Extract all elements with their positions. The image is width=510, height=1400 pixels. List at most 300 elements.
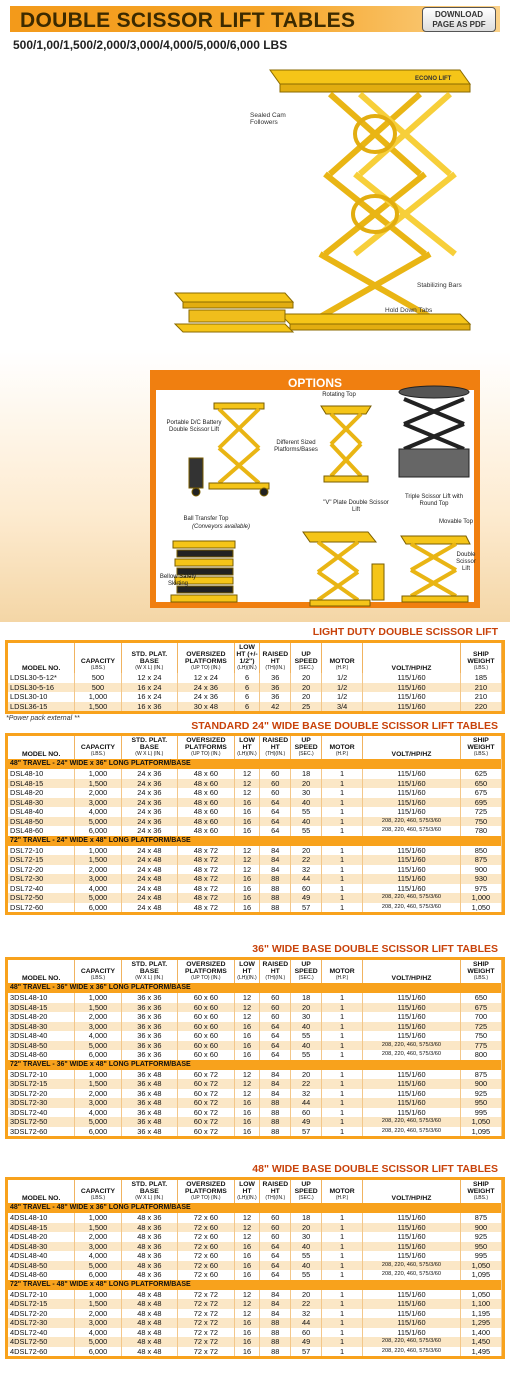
column-header-label: OVERSIZED PLATFORMS [184, 737, 227, 751]
table-cell: 48 x 60 [178, 788, 235, 798]
column-header-raised-ht [260, 643, 291, 673]
table-cell: 115/1/60 [363, 1223, 461, 1233]
table-cell: 36 x 36 [121, 993, 178, 1003]
table-cell: 4DSL48-50 [8, 1261, 75, 1271]
stabilizing-bars-callout: Stabilizing Bars [417, 282, 462, 289]
column-header-unit: (TH)(IN.) [265, 975, 286, 981]
table-cell: 16 [234, 1031, 260, 1041]
table-row [8, 673, 502, 683]
table-cell: 5,000 [75, 817, 121, 827]
column-header-unit: (LBS.) [473, 665, 488, 671]
table-cell: 16 [234, 1337, 260, 1347]
table-cell: 115/1/60 [363, 807, 461, 817]
table-cell: 900 [460, 1079, 501, 1089]
table-cell: 115/1/60 [363, 673, 461, 683]
table-cell: 6 [234, 673, 260, 683]
bellow-skirting-image [163, 536, 243, 606]
table-cell: 625 [460, 769, 501, 779]
column-header-ship-weight [460, 1180, 501, 1203]
table-cell: 2,000 [75, 788, 121, 798]
table-row [8, 817, 502, 827]
column-header-unit: (LH)(IN.) [237, 665, 257, 671]
table-row [8, 1012, 502, 1022]
table-cell: 16 [234, 1022, 260, 1032]
table-cell: 6 [234, 692, 260, 702]
table-cell: 1 [322, 1347, 363, 1357]
lift-brand-text: ECONO LIFT [415, 76, 452, 82]
table-cell: 48 x 72 [178, 903, 235, 913]
table-cell: 6 [234, 683, 260, 693]
table-cell: 1 [322, 826, 363, 836]
table-cell: 55 [291, 807, 322, 817]
column-header-capacity [75, 736, 121, 759]
table-row [8, 826, 502, 836]
table-cell: 1 [322, 1079, 363, 1089]
table-cell: 16 [234, 826, 260, 836]
table-cell: 60 x 60 [178, 1041, 235, 1051]
table-cell: 36 x 36 [121, 1003, 178, 1013]
column-header-label: SHIP WEIGHT [467, 737, 495, 751]
table-cell: 1 [322, 1098, 363, 1108]
table-row [8, 1251, 502, 1261]
table-cell: 1,095 [460, 1270, 501, 1280]
table-cell: 3DSL48-50 [8, 1041, 75, 1051]
column-header-oversized-platforms [178, 736, 235, 759]
table-cell: 18 [291, 769, 322, 779]
table-cell: 64 [260, 1041, 291, 1051]
table-cell: 1,295 [460, 1318, 501, 1328]
table-cell: 4,000 [75, 1108, 121, 1118]
table-cell: 88 [260, 1127, 291, 1137]
table-cell: 12 [234, 1223, 260, 1233]
table-cell: 64 [260, 1050, 291, 1060]
table-cell: 64 [260, 1251, 291, 1261]
ball-transfer-label: Ball Transfer Top [183, 516, 229, 522]
table-cell: 1 [322, 884, 363, 894]
table-cell: 40 [291, 817, 322, 827]
table-cell: 210 [460, 692, 501, 702]
table-row [8, 1127, 502, 1137]
table-row [8, 779, 502, 789]
table-cell: 3DSL72-60 [8, 1127, 75, 1137]
column-header-label: UP SPEED [294, 737, 318, 751]
table-row [8, 702, 502, 712]
table-cell: 64 [260, 807, 291, 817]
spec-table-frame [5, 640, 505, 714]
table-cell: 115/1/60 [363, 1098, 461, 1108]
table-cell: 60 x 60 [178, 1012, 235, 1022]
spec-table-frame [5, 733, 505, 915]
table-cell: 55 [291, 1251, 322, 1261]
table-cell: 48 x 36 [121, 1232, 178, 1242]
options-title: OPTIONS [156, 376, 474, 390]
table-cell: 3,000 [75, 1098, 121, 1108]
table-cell: 208, 220, 460, 575/3/60 [363, 817, 461, 827]
table-cell: 36 x 36 [121, 1031, 178, 1041]
table-cell: 115/1/60 [363, 865, 461, 875]
travel-group-header: 48" TRAVEL - 48" WIDE x 36" LONG PLATFORM/BASE [8, 1203, 502, 1213]
table-cell: 115/1/60 [363, 884, 461, 894]
table-cell: 57 [291, 1127, 322, 1137]
table-row [8, 1318, 502, 1328]
travel-group-header: 72" TRAVEL - 48" WIDE x 48" LONG PLATFORM/BASE [8, 1280, 502, 1290]
table-cell: 16 [234, 1050, 260, 1060]
column-header-raised-ht [260, 736, 291, 759]
table-cell: 55 [291, 1031, 322, 1041]
page-title: DOUBLE SCISSOR LIFT TABLES [20, 9, 356, 32]
column-header-unit: (UP TO) (IN.) [191, 975, 221, 981]
table-cell: 20 [291, 1070, 322, 1080]
table-cell: 1,050 [460, 1261, 501, 1271]
table-cell: 1 [322, 779, 363, 789]
column-header-label: CAPACITY [80, 968, 116, 975]
table-cell: 16 [234, 1117, 260, 1127]
table-cell: 60 x 60 [178, 1022, 235, 1032]
table-cell: 60 x 72 [178, 1098, 235, 1108]
table-cell: 1,000 [75, 1290, 121, 1300]
options-panel [150, 370, 480, 608]
table-cell: 930 [460, 874, 501, 884]
table-row [8, 903, 502, 913]
portable-label: Portable D/C Battery Double Scissor Lift [166, 420, 222, 433]
table-cell: 60 x 72 [178, 1127, 235, 1137]
column-header-label: VOLT/HP/HZ [391, 751, 432, 758]
column-header-unit: (LBS.) [90, 665, 106, 671]
table-cell: 675 [460, 788, 501, 798]
table-cell: 1 [322, 1299, 363, 1309]
table-cell: 16 [234, 1041, 260, 1051]
table-cell: 210 [460, 683, 501, 693]
column-header-label: UP SPEED [294, 651, 318, 665]
table-cell: 60 [291, 884, 322, 894]
table-cell: 115/1/60 [363, 683, 461, 693]
table-cell: 650 [460, 993, 501, 1003]
table-cell: 1 [322, 1242, 363, 1252]
table-cell: 36 x 48 [121, 1070, 178, 1080]
table-cell: 36 x 36 [121, 1022, 178, 1032]
table-cell: 4DSL72-20 [8, 1309, 75, 1319]
table-cell: 1,500 [75, 1079, 121, 1089]
column-header-label: MOTOR [329, 1188, 355, 1195]
table-cell: 1 [322, 1022, 363, 1032]
table-cell: 60 x 60 [178, 993, 235, 1003]
table-cell: 1 [322, 1337, 363, 1347]
table-cell: 42 [260, 702, 291, 712]
column-header-label: VOLT/HP/HZ [391, 665, 432, 672]
table-cell: 1 [322, 1290, 363, 1300]
column-header-unit: (H.P.) [335, 975, 349, 981]
column-header-label: CAPACITY [80, 658, 116, 665]
table-cell: 48 x 48 [121, 1337, 178, 1347]
table-cell: 36 [260, 683, 291, 693]
table-cell: 25 [291, 702, 322, 712]
table-row [8, 1270, 502, 1280]
table-row [8, 1098, 502, 1108]
table-cell: 3,000 [75, 1318, 121, 1328]
table-cell: 4DSL48-60 [8, 1270, 75, 1280]
column-header-up-speed [291, 960, 322, 983]
rotating-top-label: Rotating Top [322, 392, 356, 398]
travel-group-header: 72" TRAVEL - 24" WIDE x 48" LONG PLATFORM/BASE [8, 836, 502, 846]
column-header-low-ht [234, 1180, 260, 1203]
table-cell: 48 x 60 [178, 769, 235, 779]
table-cell: 1 [322, 788, 363, 798]
table-cell: 3DSL48-10 [8, 993, 75, 1003]
conveyors-label: (Conveyors available) [191, 524, 251, 530]
table-cell: 4DSL72-15 [8, 1299, 75, 1309]
table-cell: DSL72-40 [8, 884, 75, 894]
table-row [8, 1070, 502, 1080]
table-cell: 12 [234, 1290, 260, 1300]
table-cell: 5,000 [75, 893, 121, 903]
column-header-label: LOW HT [239, 737, 255, 751]
column-header-std-plat-base [121, 1180, 178, 1203]
table-cell: 88 [260, 1328, 291, 1338]
table-row [8, 1242, 502, 1252]
table-cell: 64 [260, 1270, 291, 1280]
table-row [8, 874, 502, 884]
table-cell: DSL48-10 [8, 769, 75, 779]
table-cell: 60 [260, 769, 291, 779]
table-cell: 1,195 [460, 1309, 501, 1319]
table-cell: 12 [234, 1309, 260, 1319]
table-cell: 695 [460, 798, 501, 808]
table-cell: DSL72-20 [8, 865, 75, 875]
table-cell: 72 x 72 [178, 1328, 235, 1338]
table-cell: 775 [460, 1041, 501, 1051]
table-row [8, 855, 502, 865]
table-cell: 57 [291, 903, 322, 913]
table-cell: 12 [234, 1003, 260, 1013]
column-header-model-no [8, 1180, 75, 1203]
table-cell: 40 [291, 1022, 322, 1032]
table-cell: 64 [260, 817, 291, 827]
table-cell: 60 x 60 [178, 1050, 235, 1060]
table-cell: 1,000 [75, 1213, 121, 1223]
table-cell: 6,000 [75, 1050, 121, 1060]
column-header-label: STD. PLAT. BASE [131, 651, 168, 665]
table-row [8, 893, 502, 903]
table-cell: 48 x 60 [178, 826, 235, 836]
column-header-std-plat-base [121, 643, 178, 673]
table-cell: 55 [291, 1270, 322, 1280]
table-row [8, 1050, 502, 1060]
table-cell: 64 [260, 826, 291, 836]
table-cell: 16 [234, 1127, 260, 1137]
table-cell: 115/1/60 [363, 1108, 461, 1118]
table-cell: 115/1/60 [363, 846, 461, 856]
table-cell: 3DSL72-50 [8, 1117, 75, 1127]
table-cell: 4DSL48-30 [8, 1242, 75, 1252]
column-header-unit: (SEC.) [298, 665, 314, 671]
table-cell: 16 [234, 1270, 260, 1280]
table-row [8, 1223, 502, 1233]
table-cell: 64 [260, 1261, 291, 1271]
table-cell: 30 [291, 1012, 322, 1022]
table-cell: 12 [234, 846, 260, 856]
table-cell: 20 [291, 692, 322, 702]
table-cell: 22 [291, 1079, 322, 1089]
table-cell: 1 [322, 1012, 363, 1022]
table-cell: 1,500 [75, 1003, 121, 1013]
table-cell: 36 [260, 692, 291, 702]
column-header-model-no [8, 960, 75, 983]
table-cell: 12 [234, 769, 260, 779]
table-cell: 1,050 [460, 1290, 501, 1300]
table-cell: 36 x 48 [121, 1089, 178, 1099]
table-cell: 925 [460, 1089, 501, 1099]
table-row [8, 798, 502, 808]
table-cell: 72 x 72 [178, 1299, 235, 1309]
table-cell: 1 [322, 769, 363, 779]
table-cell: 24 x 48 [121, 855, 178, 865]
table-cell: 16 [234, 1328, 260, 1338]
cam-followers-callout: Sealed Cam Followers [250, 112, 286, 126]
table-cell: 5,000 [75, 1117, 121, 1127]
table-cell: 3DSL72-20 [8, 1089, 75, 1099]
column-header-label: MOTOR [329, 744, 355, 751]
table-cell: 850 [460, 846, 501, 856]
table-cell: 57 [291, 1347, 322, 1357]
triple-lift-label: Triple Scissor Lift with Round Top [404, 494, 464, 507]
table-cell: 1,500 [75, 779, 121, 789]
table-cell: 48 x 36 [121, 1270, 178, 1280]
table-cell: 84 [260, 846, 291, 856]
table-cell: 24 x 48 [121, 884, 178, 894]
table-cell: 12 [234, 1012, 260, 1022]
table-cell: 55 [291, 826, 322, 836]
section-title: 36" WIDE BASE DOUBLE SCISSOR LIFT TABLES [252, 943, 498, 955]
column-header-oversized-platforms [178, 1180, 235, 1203]
table-cell: 1,450 [460, 1337, 501, 1347]
table-cell: 1 [322, 874, 363, 884]
table-cell: 115/1/60 [363, 1213, 461, 1223]
table-cell: 3,000 [75, 1022, 121, 1032]
spec-table [8, 1180, 502, 1356]
table-cell: 500 [75, 673, 121, 683]
column-header-volt-hp-hz [363, 960, 461, 983]
table-cell: DSL48-60 [8, 826, 75, 836]
table-row [8, 1041, 502, 1051]
column-header-label: MODEL NO. [21, 1195, 61, 1202]
table-cell: 12 [234, 1089, 260, 1099]
table-cell: 88 [260, 1098, 291, 1108]
table-cell: 48 x 60 [178, 798, 235, 808]
table-cell: 115/1/60 [363, 1070, 461, 1080]
table-row [8, 1232, 502, 1242]
table-cell: 4,000 [75, 884, 121, 894]
table-cell: 12 [234, 993, 260, 1003]
table-cell: 40 [291, 1261, 322, 1271]
table-row [8, 1299, 502, 1309]
table-cell: 650 [460, 779, 501, 789]
table-cell: 20 [291, 779, 322, 789]
column-header-unit: (LH)(IN.) [237, 751, 257, 757]
table-cell: 1,050 [460, 903, 501, 913]
table-cell: 72 x 72 [178, 1337, 235, 1347]
table-cell: 48 x 48 [121, 1318, 178, 1328]
table-cell: 20 [291, 846, 322, 856]
table-cell: 16 [234, 1242, 260, 1252]
table-cell: 1,500 [75, 1299, 121, 1309]
table-cell: 20 [291, 1003, 322, 1013]
table-cell: 115/1/60 [363, 1290, 461, 1300]
table-cell: DSL48-20 [8, 788, 75, 798]
column-header-label: SHIP WEIGHT [467, 961, 495, 975]
table-cell: 20 [291, 673, 322, 683]
column-header-unit: (LBS.) [90, 1195, 106, 1201]
table-cell: 2,000 [75, 1012, 121, 1022]
table-cell: 88 [260, 874, 291, 884]
table-cell: 64 [260, 798, 291, 808]
column-header-std-plat-base [121, 960, 178, 983]
table-cell: 36 [260, 673, 291, 683]
column-header-label: UP SPEED [294, 1181, 318, 1195]
table-cell: 1 [322, 798, 363, 808]
table-cell: 1 [322, 846, 363, 856]
table-cell: 88 [260, 1117, 291, 1127]
table-cell: 115/1/60 [363, 1251, 461, 1261]
table-row [8, 1261, 502, 1271]
column-header-up-speed [291, 1180, 322, 1203]
table-cell: 48 x 72 [178, 855, 235, 865]
table-cell: 84 [260, 1299, 291, 1309]
table-cell: 18 [291, 993, 322, 1003]
download-pdf-button[interactable] [422, 7, 496, 32]
column-header-unit: (UP TO) (IN.) [191, 1195, 221, 1201]
triple-lift-image [394, 384, 474, 484]
section-title: LIGHT DUTY DOUBLE SCISSOR LIFT [312, 626, 498, 638]
column-header-model-no [8, 643, 75, 673]
column-header-ship-weight [460, 736, 501, 759]
column-header-std-plat-base [121, 736, 178, 759]
table-cell: 48 x 72 [178, 893, 235, 903]
table-cell: 4,000 [75, 1251, 121, 1261]
table-cell: 48 x 48 [121, 1328, 178, 1338]
table-cell: 72 x 60 [178, 1261, 235, 1271]
column-header-low-ht-1-2 [234, 643, 260, 673]
spec-table [8, 960, 502, 1136]
table-cell: 4DSL48-40 [8, 1251, 75, 1261]
table-row [8, 993, 502, 1003]
table-cell: 44 [291, 1318, 322, 1328]
table-cell: 36 x 36 [121, 1041, 178, 1051]
table-cell: 1,400 [460, 1328, 501, 1338]
table-cell: 40 [291, 798, 322, 808]
table-cell: 1 [322, 893, 363, 903]
table-cell: 208, 220, 460, 575/3/60 [363, 1347, 461, 1357]
table-cell: 48 x 48 [121, 1347, 178, 1357]
bellow-skirting-label: Bellow Safety Skirting [159, 574, 197, 587]
table-cell: 24 x 36 [121, 769, 178, 779]
column-header-label: VOLT/HP/HZ [391, 1195, 432, 1202]
table-cell: 30 [291, 788, 322, 798]
table-cell: 60 [260, 1012, 291, 1022]
table-cell: 40 [291, 1041, 322, 1051]
column-header-unit: (TH)(IN.) [265, 665, 286, 671]
column-header-label: CAPACITY [80, 1188, 116, 1195]
column-header-unit: (SEC.) [298, 1195, 314, 1201]
table-cell: 115/1/60 [363, 1003, 461, 1013]
column-header-unit: (UP TO) (IN.) [191, 665, 221, 671]
column-header-up-speed [291, 643, 322, 673]
column-header-oversized-platforms [178, 643, 235, 673]
table-cell: 60 [260, 779, 291, 789]
column-header-capacity [75, 1180, 121, 1203]
table-cell: 16 [234, 1108, 260, 1118]
section-title: STANDARD 24" WIDE BASE DOUBLE SCISSOR LIFT TABLES [191, 720, 498, 732]
table-cell: 115/1/60 [363, 855, 461, 865]
